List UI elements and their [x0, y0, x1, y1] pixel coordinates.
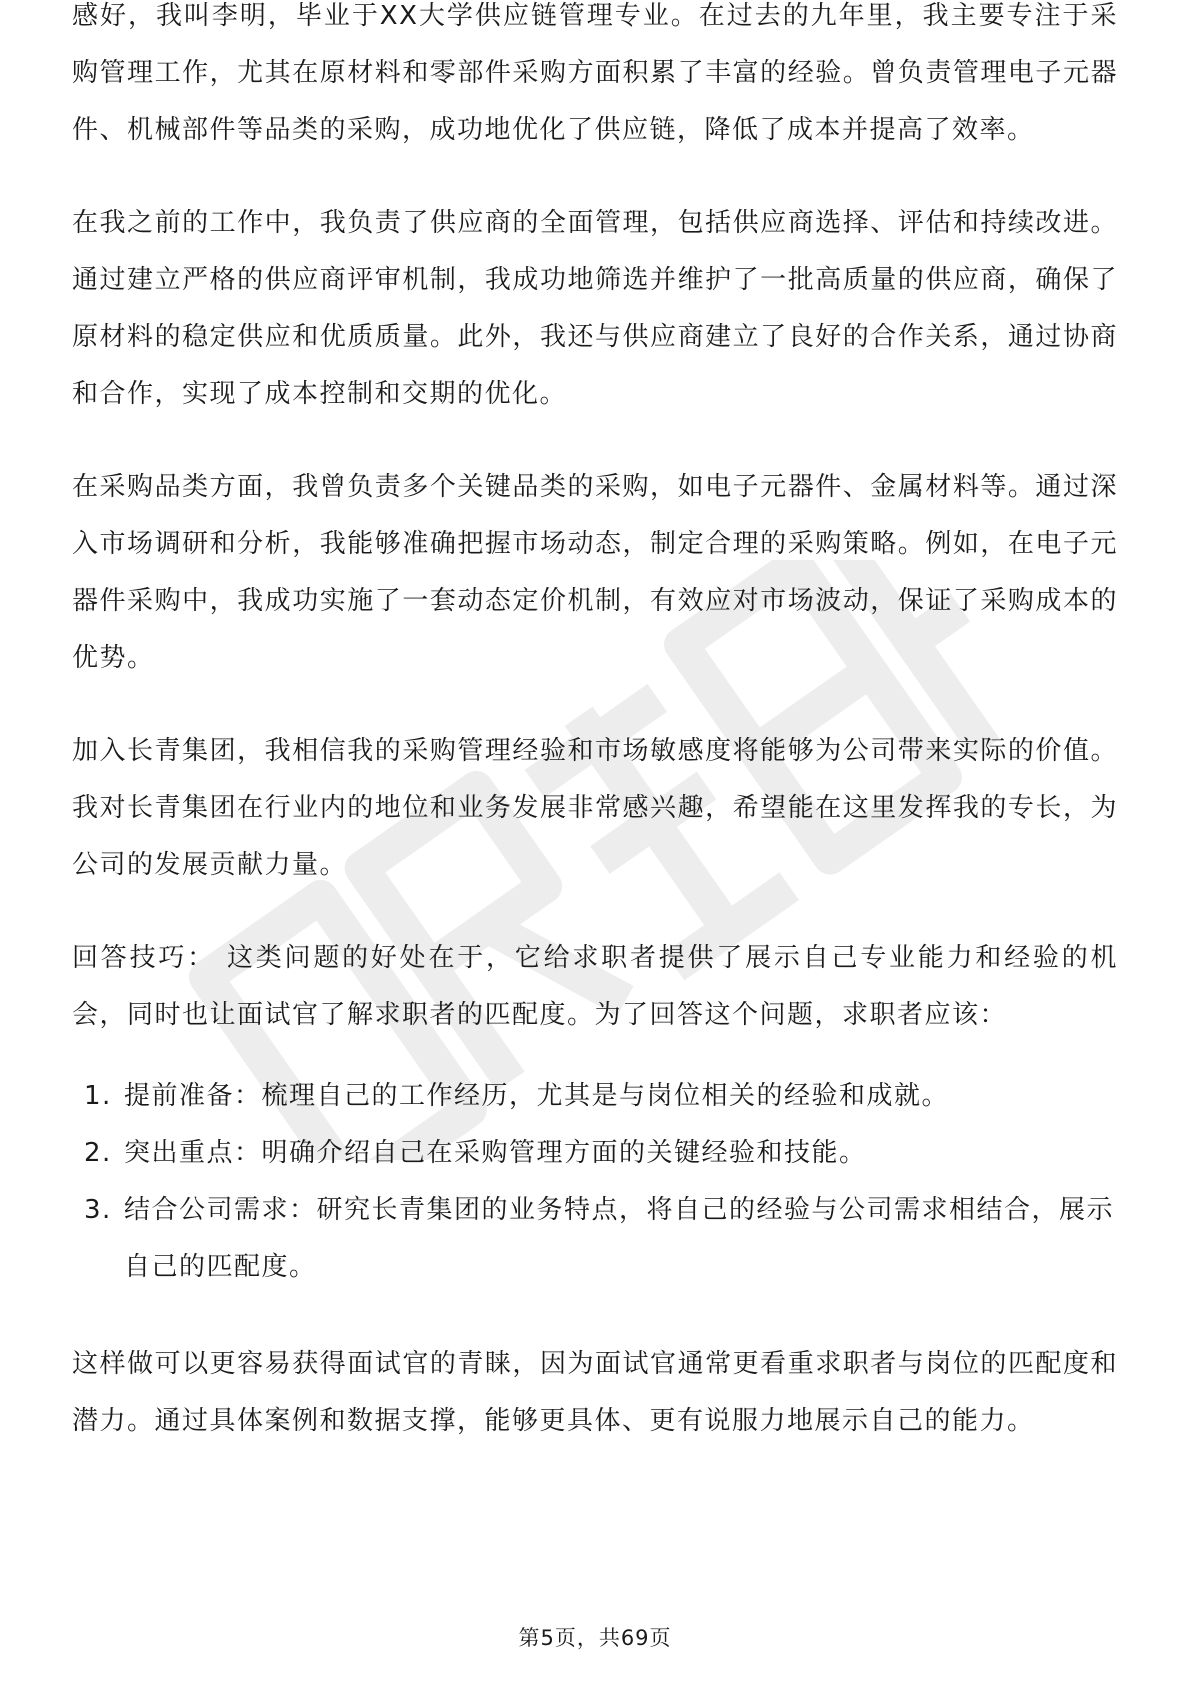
list-item: [72, 1068, 1118, 1125]
list-item: [72, 1125, 1118, 1182]
paragraph-join-company: 加入长青集团，我相信我的采购管理经验和市场敏感度将能够为公司带来实际的价值。我对长青集团在行业内的地位和业务发展非常感兴趣，希望能在这里发挥我的专长，为公司的发展贡献力量。: [72, 736, 1118, 880]
list-item-number: 2.: [84, 1138, 112, 1168]
list-item-text: 突出重点：明确介绍自己在采购管理方面的关键经验和技能。: [124, 1138, 867, 1168]
list-item-number: 1.: [84, 1081, 112, 1111]
list-item-text: 结合公司需求：研究长青集团的业务特点，将自己的经验与公司需求相结合，展示自己的匹配度。: [124, 1195, 1115, 1282]
list-item-text: 提前准备：梳理自己的工作经历，尤其是与岗位相关的经验和成就。: [124, 1081, 950, 1111]
paragraph-intro: 感好，我叫李明，毕业于XX大学供应链管理专业。在过去的九年里，我主要专注于采购管理工作，尤其在原材料和零部件采购方面积累了丰富的经验。曾负责管理电子元器件、机械部件等品类的采购，成功地优化了供应链，降低了成本并提高了效率。: [72, 1, 1118, 145]
paragraph-closing: 这样做可以更容易获得面试官的青睐，因为面试官通常更看重求职者与岗位的匹配度和潜力。通过具体案例和数据支撑，能够更具体、更有说服力地展示自己的能力。: [72, 1349, 1118, 1436]
paragraph-answer-tips: 回答技巧： 这类问题的好处在于，它给求职者提供了展示自己专业能力和经验的机会，同时也让面试官了解求职者的匹配度。为了回答这个问题，求职者应该：: [72, 943, 1118, 1030]
list-item: [72, 1182, 1118, 1296]
list-item-number: 3.: [84, 1195, 112, 1225]
tips-list: [72, 1068, 1118, 1296]
paragraph-supplier-management: 在我之前的工作中，我负责了供应商的全面管理，包括供应商选择、评估和持续改进。通过建立严格的供应商评审机制，我成功地筛选并维护了一批高质量的供应商，确保了原材料的稳定供应和优质质量。此外，我还与供应商建立了良好的合作关系，通过协商和合作，实现了成本控制和交期的优化。: [72, 208, 1118, 409]
document-body: [72, 1, 1118, 1486]
paragraph-procurement-categories: 在采购品类方面，我曾负责多个关键品类的采购，如电子元器件、金属材料等。通过深入市场调研和分析，我能够准确把握市场动态，制定合理的采购策略。例如，在电子元器件采购中，我成功实施了一套动态定价机制，有效应对市场波动，保证了采购成本的优势。: [72, 472, 1118, 673]
page-number-footer: 第5页，共69页: [518, 1626, 672, 1650]
